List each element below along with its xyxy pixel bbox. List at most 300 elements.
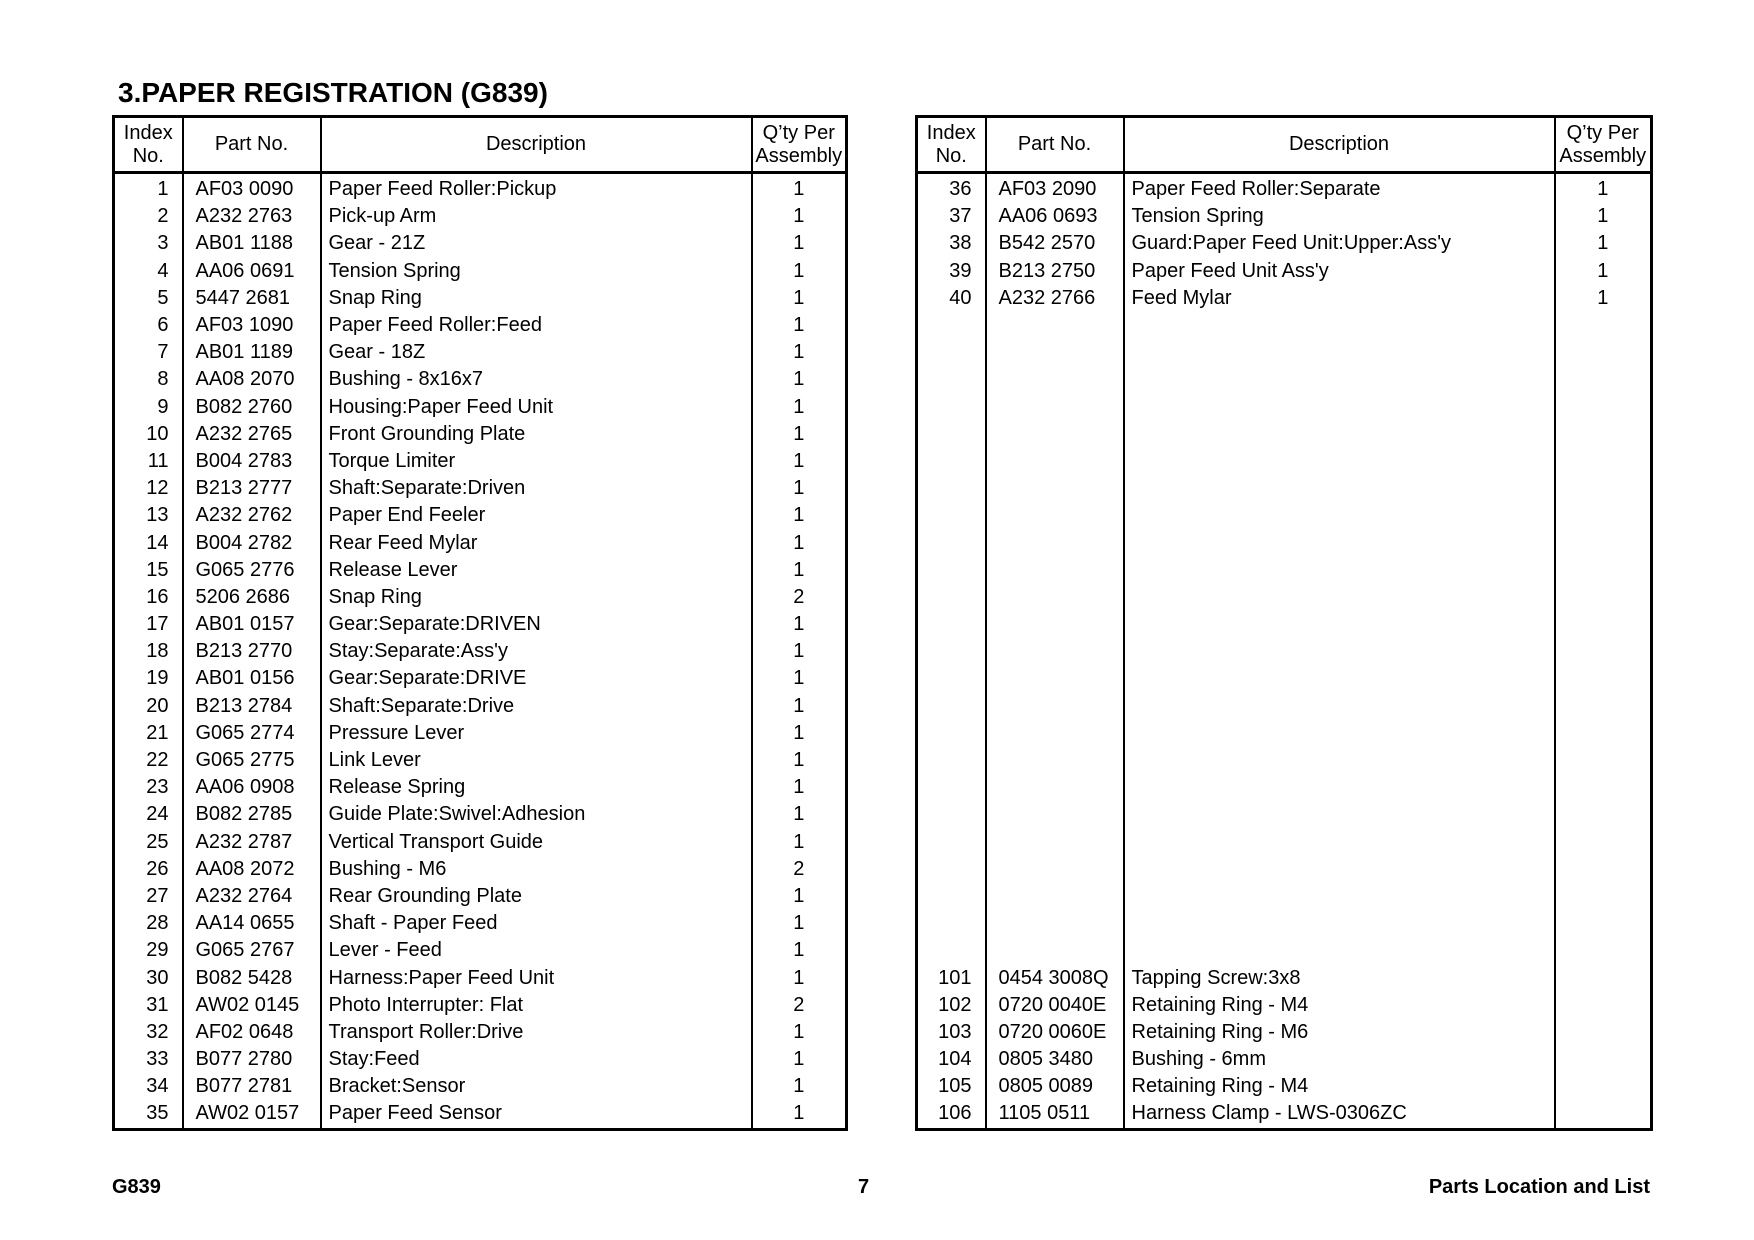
cell-qty <box>1555 801 1652 828</box>
cell-index <box>917 448 986 475</box>
cell-description: Transport Roller:Drive <box>321 1019 752 1046</box>
cell-index: 23 <box>114 774 183 801</box>
cell-description: Gear - 18Z <box>321 339 752 366</box>
table-row <box>917 1100 1652 1129</box>
cell-qty: 1 <box>752 720 847 747</box>
table-row <box>917 339 1652 366</box>
cell-part-no <box>986 502 1124 529</box>
cell-part-no: AF02 0648 <box>183 1019 321 1046</box>
table-row <box>917 611 1652 638</box>
cell-part-no: A232 2766 <box>986 285 1124 312</box>
cell-qty <box>1555 339 1652 366</box>
cell-qty <box>1555 937 1652 964</box>
column-header-index <box>114 117 183 173</box>
cell-index: 36 <box>917 173 986 204</box>
cell-qty: 1 <box>752 1073 847 1100</box>
cell-index: 15 <box>114 557 183 584</box>
table-row <box>917 502 1652 529</box>
table-row <box>917 910 1652 937</box>
cell-qty <box>1555 1100 1652 1129</box>
cell-part-no: B004 2783 <box>183 448 321 475</box>
cell-part-no: B213 2770 <box>183 638 321 665</box>
cell-qty <box>1555 529 1652 556</box>
cell-description: Shaft:Separate:Drive <box>321 693 752 720</box>
footer-model: G839 <box>112 1176 161 1198</box>
cell-index <box>917 801 986 828</box>
cell-description: Guide Plate:Swivel:Adhesion <box>321 801 752 828</box>
cell-part-no <box>986 937 1124 964</box>
cell-index <box>917 475 986 502</box>
table-row <box>917 1073 1652 1100</box>
cell-part-no: B213 2784 <box>183 693 321 720</box>
table-row <box>114 421 847 448</box>
cell-part-no: B213 2750 <box>986 258 1124 285</box>
table-row <box>114 611 847 638</box>
table-row <box>917 829 1652 856</box>
cell-part-no: 0720 0060E <box>986 1019 1124 1046</box>
cell-qty <box>1555 856 1652 883</box>
table-row <box>917 992 1652 1019</box>
cell-part-no: B077 2781 <box>183 1073 321 1100</box>
cell-index <box>917 584 986 611</box>
cell-part-no: G065 2776 <box>183 557 321 584</box>
cell-part-no: B542 2570 <box>986 230 1124 257</box>
cell-qty <box>1555 774 1652 801</box>
cell-index <box>917 312 986 339</box>
cell-part-no: AA06 0908 <box>183 774 321 801</box>
cell-qty: 1 <box>752 638 847 665</box>
cell-part-no <box>986 910 1124 937</box>
table-row <box>114 529 847 556</box>
cell-qty <box>1555 1046 1652 1073</box>
table-row <box>917 937 1652 964</box>
cell-index: 104 <box>917 1046 986 1073</box>
cell-description: Link Lever <box>321 747 752 774</box>
cell-description <box>1124 394 1555 421</box>
cell-description: Shaft - Paper Feed <box>321 910 752 937</box>
cell-qty: 1 <box>752 883 847 910</box>
cell-description <box>1124 312 1555 339</box>
table-body-left <box>114 173 847 1130</box>
cell-part-no <box>986 747 1124 774</box>
cell-part-no <box>986 638 1124 665</box>
header-index-line1: Index <box>926 121 976 144</box>
cell-part-no <box>986 584 1124 611</box>
cell-description: Shaft:Separate:Driven <box>321 475 752 502</box>
cell-description <box>1124 856 1555 883</box>
table-row <box>917 856 1652 883</box>
cell-description: Guard:Paper Feed Unit:Upper:Ass'y <box>1124 230 1555 257</box>
cell-qty: 1 <box>752 937 847 964</box>
cell-qty: 1 <box>752 173 847 204</box>
cell-part-no <box>986 557 1124 584</box>
cell-description <box>1124 557 1555 584</box>
cell-description: Tension Spring <box>321 258 752 285</box>
cell-qty: 2 <box>752 992 847 1019</box>
cell-part-no <box>986 665 1124 692</box>
page-title: 3.PAPER REGISTRATION (G839) <box>118 77 548 108</box>
cell-description <box>1124 829 1555 856</box>
cell-description <box>1124 475 1555 502</box>
cell-index: 12 <box>114 475 183 502</box>
table-row <box>917 557 1652 584</box>
table-row <box>114 937 847 964</box>
cell-index <box>917 856 986 883</box>
cell-qty: 1 <box>1555 173 1652 204</box>
cell-index <box>917 937 986 964</box>
table-row <box>114 910 847 937</box>
cell-qty: 1 <box>1555 285 1652 312</box>
table-row <box>917 475 1652 502</box>
cell-qty <box>1555 1019 1652 1046</box>
cell-qty <box>1555 584 1652 611</box>
cell-part-no: 5447 2681 <box>183 285 321 312</box>
cell-description: Bracket:Sensor <box>321 1073 752 1100</box>
cell-qty <box>1555 910 1652 937</box>
cell-qty: 1 <box>752 1100 847 1129</box>
cell-description <box>1124 584 1555 611</box>
header-index-line2: No. <box>132 144 164 167</box>
cell-index: 37 <box>917 203 986 230</box>
cell-index: 106 <box>917 1100 986 1129</box>
cell-index: 2 <box>114 203 183 230</box>
cell-part-no: AA06 0691 <box>183 258 321 285</box>
cell-index: 34 <box>114 1073 183 1100</box>
table-row <box>114 964 847 991</box>
cell-index <box>917 883 986 910</box>
cell-description: Gear:Separate:DRIVE <box>321 665 752 692</box>
cell-index <box>917 829 986 856</box>
cell-description: Photo Interrupter: Flat <box>321 992 752 1019</box>
table-row <box>917 312 1652 339</box>
cell-part-no: AA08 2070 <box>183 366 321 393</box>
cell-part-no <box>986 529 1124 556</box>
cell-qty: 1 <box>752 774 847 801</box>
cell-index: 38 <box>917 230 986 257</box>
table-row <box>917 584 1652 611</box>
cell-index <box>917 665 986 692</box>
cell-part-no: AB01 0157 <box>183 611 321 638</box>
cell-index <box>917 394 986 421</box>
table-row <box>114 173 847 204</box>
cell-part-no <box>986 856 1124 883</box>
cell-index: 1 <box>114 173 183 204</box>
cell-description: Stay:Separate:Ass'y <box>321 638 752 665</box>
cell-qty: 1 <box>752 1019 847 1046</box>
table-row <box>114 801 847 828</box>
cell-qty <box>1555 693 1652 720</box>
cell-qty: 2 <box>752 856 847 883</box>
cell-description <box>1124 339 1555 366</box>
cell-index: 16 <box>114 584 183 611</box>
table-row <box>917 529 1652 556</box>
cell-part-no <box>986 611 1124 638</box>
table-row <box>917 1046 1652 1073</box>
cell-qty: 1 <box>752 964 847 991</box>
table-row <box>114 829 847 856</box>
cell-description: Pressure Lever <box>321 720 752 747</box>
cell-part-no: B077 2780 <box>183 1046 321 1073</box>
cell-part-no <box>986 421 1124 448</box>
cell-part-no: AB01 1189 <box>183 339 321 366</box>
cell-part-no <box>986 394 1124 421</box>
cell-index <box>917 910 986 937</box>
cell-index: 4 <box>114 258 183 285</box>
cell-qty <box>1555 747 1652 774</box>
cell-part-no: A232 2762 <box>183 502 321 529</box>
cell-part-no: A232 2764 <box>183 883 321 910</box>
parts-table-right <box>915 115 1653 1131</box>
header-qty-line1: Q’ty Per <box>762 121 835 144</box>
cell-index: 20 <box>114 693 183 720</box>
cell-qty <box>1555 475 1652 502</box>
table-row <box>114 312 847 339</box>
cell-qty: 1 <box>752 448 847 475</box>
column-header-qty <box>752 117 847 173</box>
cell-index <box>917 366 986 393</box>
table-row <box>917 638 1652 665</box>
cell-index: 7 <box>114 339 183 366</box>
table-row <box>917 230 1652 257</box>
cell-index: 8 <box>114 366 183 393</box>
cell-part-no: A232 2763 <box>183 203 321 230</box>
cell-index: 21 <box>114 720 183 747</box>
column-header-part-no: Part No. <box>986 117 1124 173</box>
table-row <box>917 1019 1652 1046</box>
table-row <box>114 747 847 774</box>
cell-part-no <box>986 312 1124 339</box>
table-row <box>114 448 847 475</box>
table-row <box>917 285 1652 312</box>
table-row <box>114 638 847 665</box>
cell-description <box>1124 529 1555 556</box>
cell-description: Retaining Ring - M6 <box>1124 1019 1555 1046</box>
cell-description: Torque Limiter <box>321 448 752 475</box>
cell-description: Paper End Feeler <box>321 502 752 529</box>
cell-index: 17 <box>114 611 183 638</box>
cell-qty: 1 <box>1555 230 1652 257</box>
cell-description: Harness Clamp - LWS-0306ZC <box>1124 1100 1555 1129</box>
cell-description: Retaining Ring - M4 <box>1124 1073 1555 1100</box>
cell-part-no: AB01 1188 <box>183 230 321 257</box>
table-row <box>917 720 1652 747</box>
cell-qty <box>1555 1073 1652 1100</box>
cell-qty <box>1555 665 1652 692</box>
cell-part-no: B082 2760 <box>183 394 321 421</box>
cell-part-no: B082 2785 <box>183 801 321 828</box>
cell-part-no <box>986 693 1124 720</box>
table-row <box>114 258 847 285</box>
cell-part-no <box>986 883 1124 910</box>
cell-description <box>1124 937 1555 964</box>
cell-index: 5 <box>114 285 183 312</box>
cell-index: 105 <box>917 1073 986 1100</box>
table-row <box>917 964 1652 991</box>
cell-qty: 1 <box>752 394 847 421</box>
cell-qty: 1 <box>752 203 847 230</box>
cell-part-no: 1105 0511 <box>986 1100 1124 1129</box>
cell-description <box>1124 366 1555 393</box>
cell-index: 24 <box>114 801 183 828</box>
cell-qty: 1 <box>752 611 847 638</box>
table-row <box>917 883 1652 910</box>
cell-description: Gear:Separate:DRIVEN <box>321 611 752 638</box>
cell-qty <box>1555 394 1652 421</box>
cell-qty: 1 <box>752 747 847 774</box>
cell-description: Tension Spring <box>1124 203 1555 230</box>
table-row <box>114 394 847 421</box>
cell-qty: 1 <box>752 258 847 285</box>
cell-description <box>1124 611 1555 638</box>
cell-index <box>917 421 986 448</box>
table-body-right <box>917 173 1652 1130</box>
table-row <box>114 584 847 611</box>
cell-description <box>1124 421 1555 448</box>
cell-description: Bushing - 6mm <box>1124 1046 1555 1073</box>
cell-qty: 1 <box>752 285 847 312</box>
cell-description: Rear Feed Mylar <box>321 529 752 556</box>
cell-index: 25 <box>114 829 183 856</box>
cell-part-no: A232 2765 <box>183 421 321 448</box>
cell-description: Bushing - M6 <box>321 856 752 883</box>
cell-part-no: G065 2767 <box>183 937 321 964</box>
cell-part-no <box>986 720 1124 747</box>
header-qty-line2: Assembly <box>1559 144 1647 167</box>
cell-index <box>917 638 986 665</box>
cell-part-no: AA08 2072 <box>183 856 321 883</box>
cell-part-no: G065 2774 <box>183 720 321 747</box>
cell-part-no <box>986 801 1124 828</box>
table-row <box>114 339 847 366</box>
cell-qty: 1 <box>752 475 847 502</box>
column-header-qty <box>1555 117 1652 173</box>
cell-description: Housing:Paper Feed Unit <box>321 394 752 421</box>
table-row <box>917 448 1652 475</box>
cell-description: Paper Feed Unit Ass'y <box>1124 258 1555 285</box>
cell-index <box>917 747 986 774</box>
cell-part-no: AF03 2090 <box>986 173 1124 204</box>
table-row <box>114 1073 847 1100</box>
cell-qty: 2 <box>752 584 847 611</box>
cell-index <box>917 611 986 638</box>
cell-part-no: 0805 3480 <box>986 1046 1124 1073</box>
cell-part-no: AF03 1090 <box>183 312 321 339</box>
cell-index: 29 <box>114 937 183 964</box>
cell-qty: 1 <box>1555 203 1652 230</box>
table-row <box>114 992 847 1019</box>
header-qty-line1: Q’ty Per <box>1566 121 1639 144</box>
cell-part-no: 0720 0040E <box>986 992 1124 1019</box>
cell-description: Release Spring <box>321 774 752 801</box>
cell-description: Paper Feed Roller:Feed <box>321 312 752 339</box>
cell-description: Retaining Ring - M4 <box>1124 992 1555 1019</box>
cell-part-no <box>986 448 1124 475</box>
cell-qty: 1 <box>1555 258 1652 285</box>
cell-part-no: G065 2775 <box>183 747 321 774</box>
cell-qty <box>1555 611 1652 638</box>
cell-description: Rear Grounding Plate <box>321 883 752 910</box>
header-index-line2: No. <box>935 144 967 167</box>
cell-index: 13 <box>114 502 183 529</box>
parts-table-left <box>112 115 848 1131</box>
cell-description <box>1124 448 1555 475</box>
table-row <box>114 230 847 257</box>
table-row <box>114 1046 847 1073</box>
cell-qty: 1 <box>752 339 847 366</box>
cell-qty <box>1555 421 1652 448</box>
cell-part-no: AF03 0090 <box>183 173 321 204</box>
cell-index: 27 <box>114 883 183 910</box>
table-row <box>917 747 1652 774</box>
cell-part-no: AA06 0693 <box>986 203 1124 230</box>
cell-qty: 1 <box>752 421 847 448</box>
cell-index: 28 <box>114 910 183 937</box>
cell-qty <box>1555 883 1652 910</box>
table-row <box>114 1100 847 1129</box>
cell-description: Snap Ring <box>321 584 752 611</box>
cell-part-no: A232 2787 <box>183 829 321 856</box>
table-row <box>114 665 847 692</box>
cell-description: Lever - Feed <box>321 937 752 964</box>
cell-index <box>917 720 986 747</box>
cell-qty: 1 <box>752 366 847 393</box>
footer-section-title: Parts Location and List <box>1428 1176 1650 1198</box>
cell-part-no: B004 2782 <box>183 529 321 556</box>
column-header-index <box>917 117 986 173</box>
cell-qty <box>1555 638 1652 665</box>
cell-qty: 1 <box>752 829 847 856</box>
cell-description <box>1124 720 1555 747</box>
table-row <box>917 366 1652 393</box>
cell-qty: 1 <box>752 910 847 937</box>
cell-part-no: 5206 2686 <box>183 584 321 611</box>
table-row <box>114 1019 847 1046</box>
cell-part-no: AA14 0655 <box>183 910 321 937</box>
cell-index: 102 <box>917 992 986 1019</box>
cell-qty: 1 <box>752 801 847 828</box>
cell-index: 103 <box>917 1019 986 1046</box>
cell-description <box>1124 801 1555 828</box>
cell-qty: 1 <box>752 312 847 339</box>
cell-index: 19 <box>114 665 183 692</box>
table-row <box>114 883 847 910</box>
table-row <box>114 774 847 801</box>
cell-qty: 1 <box>752 557 847 584</box>
cell-part-no <box>986 774 1124 801</box>
table-row <box>917 774 1652 801</box>
cell-index <box>917 693 986 720</box>
table-row <box>917 173 1652 204</box>
cell-description <box>1124 883 1555 910</box>
cell-description <box>1124 638 1555 665</box>
cell-qty: 1 <box>752 693 847 720</box>
cell-index: 39 <box>917 258 986 285</box>
cell-part-no: 0805 0089 <box>986 1073 1124 1100</box>
cell-description: Harness:Paper Feed Unit <box>321 964 752 991</box>
cell-index <box>917 529 986 556</box>
column-header-description: Description <box>321 117 752 173</box>
cell-description: Feed Mylar <box>1124 285 1555 312</box>
table-row <box>114 285 847 312</box>
cell-description: Tapping Screw:3x8 <box>1124 964 1555 991</box>
cell-qty <box>1555 502 1652 529</box>
cell-index: 6 <box>114 312 183 339</box>
cell-part-no: AB01 0156 <box>183 665 321 692</box>
cell-qty <box>1555 557 1652 584</box>
cell-part-no: AW02 0157 <box>183 1100 321 1129</box>
cell-index: 101 <box>917 964 986 991</box>
cell-description: Release Lever <box>321 557 752 584</box>
